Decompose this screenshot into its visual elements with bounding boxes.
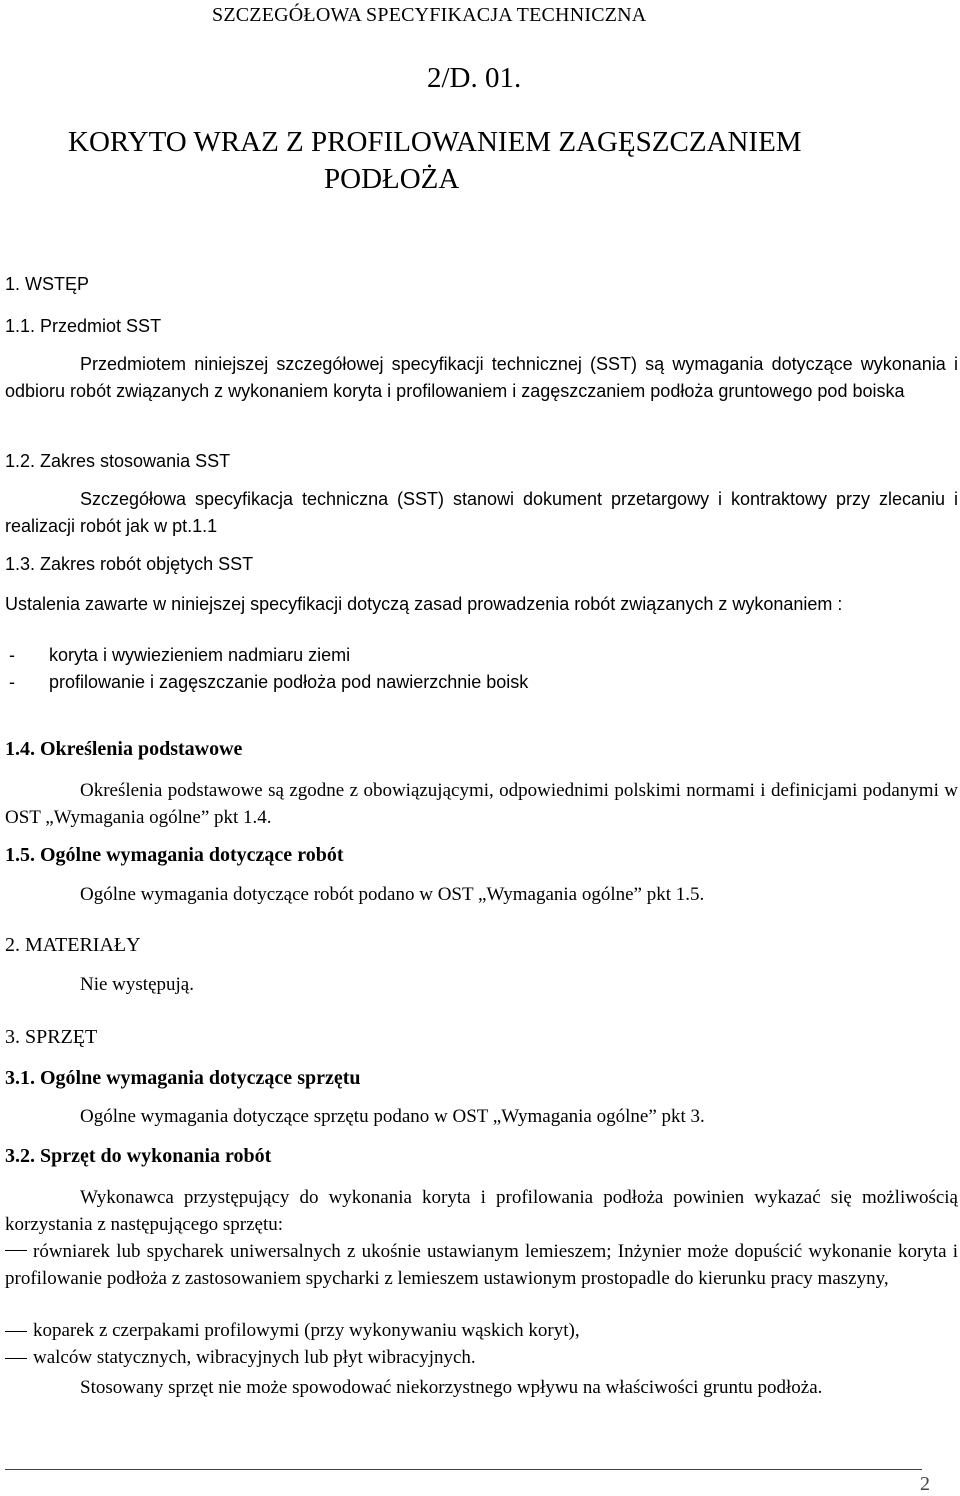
list-item: walców statycznych, wibracyjnych lub płyt wibracyjnych.	[33, 1347, 476, 1368]
section-1-heading: 1. WSTĘP	[5, 274, 90, 294]
section-1-4-text: Określenia podstawowe są zgodne z obowiązującymi, odpowiednimi polskimi normami i definicjami podanymi w OST „Wymagania ogólne” pkt 1.4.	[5, 780, 958, 828]
dash-bullet: -	[9, 645, 15, 665]
dash-bullet	[5, 1331, 27, 1332]
section-3-1-text: Ogólne wymagania dotyczące sprzętu podano w OST „Wymagania ogólne” pkt 3.	[80, 1106, 705, 1127]
section-3-1-heading: 3.1. Ogólne wymagania dotyczące sprzętu	[5, 1067, 361, 1089]
section-1-5-heading: 1.5. Ogólne wymagania dotyczące robót	[5, 844, 344, 866]
section-1-5-text: Ogólne wymagania dotyczące robót podano w OST „Wymagania ogólne” pkt 1.5.	[80, 884, 705, 905]
section-3-2-closing: Stosowany sprzęt nie może spowodować niekorzystnego wpływu na właściwości gruntu podłoża.	[80, 1377, 823, 1398]
spec-code: 2/D. 01.	[427, 62, 522, 94]
section-3-2-intro: Wykonawca przystępujący do wykonania koryta i profilowania podłoża powinien wykazać się możliwością korzystania z następującego sprzętu:	[5, 1187, 958, 1235]
document-title-line2: PODŁOŻA	[324, 163, 460, 195]
section-2-text: Nie występują.	[80, 974, 194, 995]
section-1-2-heading: 1.2. Zakres stosowania SST	[5, 451, 231, 471]
list-item: równiarek lub spycharek uniwersalnych z ukośnie ustawianym lemieszem; Inżynier może dopuścić wykonanie koryta i profilowanie podłoża z zastosowaniem spycharki z lemieszem ustawionym prostopadle do kierunku pracy maszyny,	[5, 1241, 958, 1289]
section-1-2-text: Szczegółowa specyfikacja techniczna (SST) stanowi dokument przetargowy i kontraktowy przy zlecaniu i realizacji robót jak w pt.1.1	[5, 489, 958, 536]
list-item: koparek z czerpakami profilowymi (przy wykonywaniu wąskich koryt),	[33, 1320, 580, 1341]
dash-bullet	[5, 1358, 27, 1359]
list-item: - koryta i wywiezieniem nadmiaru ziemi	[9, 645, 351, 665]
document-title-line1: KORYTO WRAZ Z PROFILOWANIEM ZAGĘSZCZANIEM	[68, 126, 802, 158]
section-1-1-text: Przedmiotem niniejszej szczegółowej specyfikacji technicznej (SST) są wymagania dotyczące wykonania i odbioru robót związanych z wykonaniem koryta i profilowaniem i zagęszczaniem podłoża gruntowego pod boiska	[5, 354, 958, 401]
section-1-3-text: Ustalenia zawarte w niniejszej specyfikacji dotyczą zasad prowadzenia robót związanych z wykonaniem :	[5, 594, 843, 614]
dash-bullet: -	[9, 672, 15, 692]
section-1-4-heading: 1.4. Określenia podstawowe	[5, 738, 243, 760]
section-1-1-heading: 1.1. Przedmiot SST	[5, 316, 162, 336]
list-item: - profilowanie i zagęszczanie podłoża pod nawierzchnie boisk	[9, 672, 529, 692]
section-1-3-heading: 1.3. Zakres robót objętych SST	[5, 554, 254, 574]
section-3-heading: 3. SPRZĘT	[5, 1026, 98, 1048]
section-2-heading: 2. MATERIAŁY	[5, 934, 141, 956]
section-3-2-heading: 3.2. Sprzęt do wykonania robót	[5, 1145, 272, 1167]
page-number: 2	[920, 1473, 930, 1495]
footer-divider	[5, 1469, 922, 1470]
spec-title: SZCZEGÓŁOWA SPECYFIKACJA TECHNICZNA	[212, 4, 647, 26]
